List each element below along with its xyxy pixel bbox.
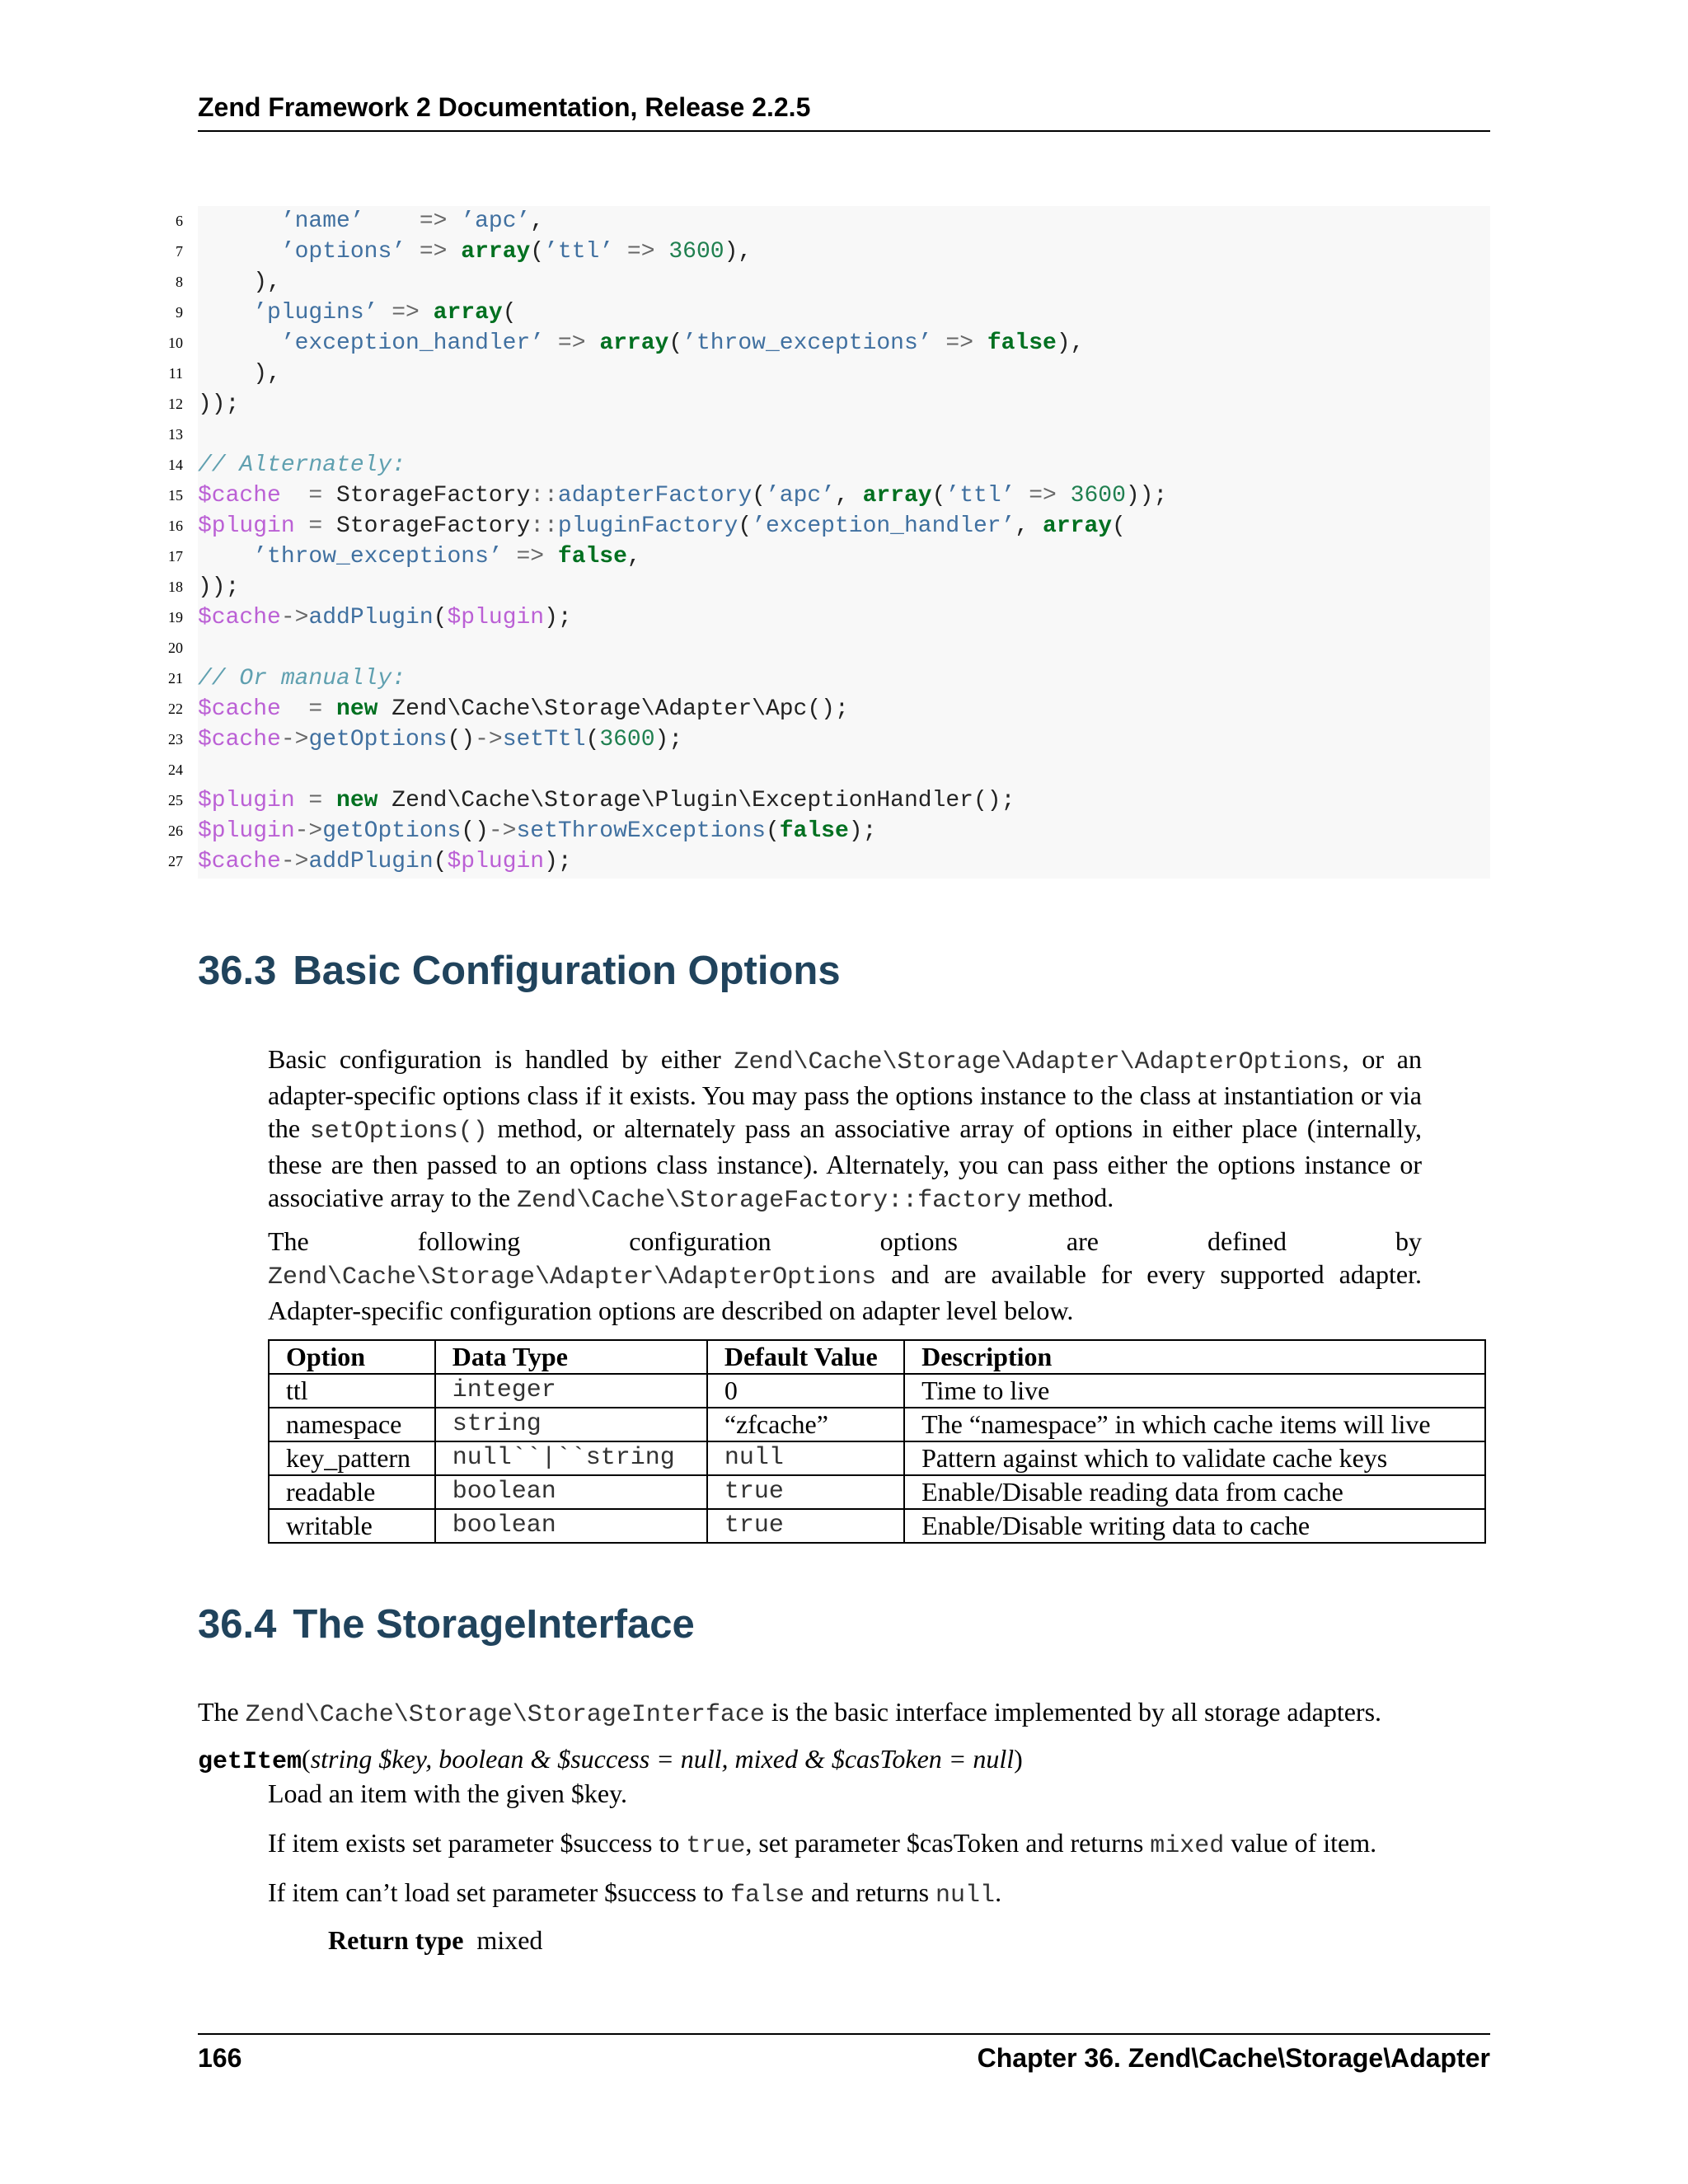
code-token: ’options’ [280, 239, 406, 265]
method-args: string $key, boolean & $success = null, mixed & $casToken = null [310, 1744, 1015, 1774]
code-line [176, 237, 753, 267]
code-token: ’name’ [280, 209, 364, 234]
line-number: 14 [168, 457, 183, 473]
code-token: Zend\Cache\Storage\Plugin\ExceptionHandler(); [377, 788, 1015, 813]
table-row [269, 1408, 1485, 1441]
table-row [269, 1374, 1485, 1408]
code-token: new [336, 788, 378, 813]
code-token: Zend\Cache\Storage\Adapter\Apc(); [377, 696, 849, 722]
text: method, or alternately pass an associative array of options in either place (internally, these are then passed to an options class instance). Alternately, you can pass either the options instance or associative array to the [268, 1113, 1423, 1212]
code-line [168, 389, 240, 419]
code-token: ( [1112, 513, 1126, 539]
code-token: array [433, 300, 503, 326]
code-token: ); [848, 818, 877, 844]
inline-code: setOptions() [309, 1118, 488, 1146]
inline-code: Zend\Cache\StorageFactory::factory [517, 1187, 1022, 1215]
text: If item can’t load set parameter $success to [268, 1877, 730, 1907]
code-line [168, 846, 572, 877]
code-token: $cache [198, 605, 281, 630]
code-token: -> [294, 818, 323, 844]
code-token: StorageFactory [336, 513, 531, 539]
code-token: new [336, 696, 378, 722]
code-token: ’throw_exceptions’ [682, 330, 932, 356]
table-header-row [269, 1340, 1485, 1374]
code-token: )); [1125, 483, 1168, 509]
code-token: array [862, 483, 932, 509]
code-line [176, 206, 545, 237]
line-number: 16 [168, 518, 183, 534]
code-line [168, 663, 406, 694]
code-token: ’exception_handler’ [752, 513, 1015, 539]
line-number: 10 [168, 335, 183, 351]
text: Basic configuration is handled by either [268, 1044, 734, 1074]
code-token: :: [530, 513, 558, 539]
code-token: $cache [198, 483, 281, 509]
line-number: 13 [168, 426, 183, 443]
code-token: getOptions [308, 727, 448, 752]
page-footer [198, 2033, 1490, 2084]
inline-code: Zend\Cache\Storage\Adapter\AdapterOptions [734, 1048, 1343, 1076]
table-cell: integer [435, 1374, 707, 1408]
code-token: ); [654, 727, 683, 752]
code-token: 3600 [1070, 483, 1126, 509]
text: , or an adapter-specific options class if it exists. You may pass the options instance to the class at instantiation or via the [268, 1044, 1423, 1143]
column-header: Description [904, 1340, 1485, 1374]
method-description: Load an item with the given $key. [268, 1779, 628, 1808]
return-type-value: mixed [476, 1925, 543, 1955]
return-type-label: Return type [328, 1925, 464, 1955]
code-token: ( [530, 239, 545, 265]
code-line [168, 724, 683, 755]
table-cell: Pattern against which to validate cache keys [904, 1441, 1485, 1475]
code-token: ’apc’ [461, 209, 531, 234]
table-cell: Enable/Disable reading data from cache [904, 1475, 1485, 1509]
table-cell: null``|``string [435, 1441, 707, 1475]
paragraph [268, 1225, 1422, 1327]
table-cell: true [707, 1475, 904, 1509]
code-token: $plugin [198, 513, 295, 539]
code-token: ), [1056, 330, 1085, 356]
table-cell: “zfcache” [707, 1408, 904, 1441]
code-line [168, 450, 406, 480]
code-token: ’throw_exceptions’ [253, 544, 503, 569]
code-token: getOptions [322, 818, 462, 844]
paragraph [268, 1043, 1422, 1217]
code-token: $plugin [198, 818, 295, 844]
section-title: The StorageInterface [293, 1602, 695, 1647]
paragraph [268, 1826, 1376, 1863]
code-comment: // Or manually: [198, 666, 406, 691]
code-token: ( [433, 605, 448, 630]
code-token: ), [253, 361, 281, 387]
code-token: ); [544, 605, 572, 630]
code-token: setThrowExceptions [516, 818, 766, 844]
code-token: = [294, 513, 337, 539]
text: . [995, 1877, 1002, 1907]
code-token: $cache [198, 727, 281, 752]
code-token: => [1015, 483, 1071, 509]
table-cell: writable [269, 1509, 435, 1543]
line-number: 18 [168, 579, 183, 595]
text: ) [1014, 1744, 1023, 1774]
table-cell: readable [269, 1475, 435, 1509]
table-cell: Enable/Disable writing data to cache [904, 1509, 1485, 1543]
options-table [268, 1339, 1486, 1544]
code-token: $plugin [198, 788, 295, 813]
text: The [198, 1697, 246, 1727]
line-number: 24 [168, 762, 183, 778]
code-token: => [377, 300, 434, 326]
code-block [168, 206, 1490, 879]
code-token: false [779, 818, 849, 844]
code-token: $cache [198, 849, 281, 874]
table-cell: boolean [435, 1509, 707, 1543]
code-token: pluginFactory [557, 513, 738, 539]
inline-code: true [686, 1832, 746, 1860]
method-name: getItem [198, 1748, 302, 1776]
column-header: Option [269, 1340, 435, 1374]
code-line [176, 298, 517, 328]
table-cell: namespace [269, 1408, 435, 1441]
text: ( [302, 1744, 311, 1774]
text: method. [1021, 1183, 1114, 1212]
code-token: , [626, 544, 641, 569]
document-title: Zend Framework 2 Documentation, Release 2.2.5 [198, 92, 811, 122]
code-token: -> [280, 605, 309, 630]
code-token: array [461, 239, 531, 265]
page-header [198, 89, 1490, 132]
code-token: ’exception_handler’ [280, 330, 545, 356]
chapter-title: Chapter 36. Zend\Cache\Storage\Adapter [977, 2043, 1490, 2073]
inline-code: mixed [1150, 1832, 1225, 1860]
line-number: 17 [168, 548, 183, 565]
code-token: ’ttl’ [945, 483, 1015, 509]
code-line [168, 359, 281, 389]
code-token: , [1015, 513, 1043, 539]
code-token: adapterFactory [557, 483, 753, 509]
code-line [168, 785, 1015, 816]
table-cell: string [435, 1408, 707, 1441]
code-line [176, 267, 281, 298]
code-token: => [406, 239, 462, 265]
code-line [168, 328, 1085, 359]
code-token: addPlugin [308, 605, 434, 630]
code-line [168, 511, 1126, 541]
code-token: array [1043, 513, 1113, 539]
code-token: ( [738, 513, 753, 539]
code-token: ( [668, 330, 683, 356]
code-token: 3600 [599, 727, 655, 752]
code-token: array [599, 330, 669, 356]
code-token: => [613, 239, 669, 265]
code-token: )); [198, 574, 240, 600]
column-header: Default Value [707, 1340, 904, 1374]
table-cell: The “namespace” in which cache items will live [904, 1408, 1485, 1441]
line-number: 8 [176, 274, 183, 290]
table-cell: boolean [435, 1475, 707, 1509]
text: and are available for every supported adapter. Adapter-specific configuration options are described on adapter level below. [268, 1259, 1422, 1325]
code-token: -> [280, 849, 309, 874]
code-token: () [461, 818, 489, 844]
code-token: :: [530, 483, 558, 509]
code-token: false [987, 330, 1057, 356]
code-token: ), [724, 239, 753, 265]
table-cell: Time to live [904, 1374, 1485, 1408]
code-token: -> [280, 727, 309, 752]
inline-code: Zend\Cache\Storage\Adapter\AdapterOptions [268, 1263, 877, 1291]
line-number: 9 [176, 304, 183, 321]
section-number: 36.3 [198, 949, 277, 993]
code-token: = [280, 696, 337, 722]
code-token: = [280, 483, 337, 509]
code-token: ), [253, 269, 281, 295]
code-token: ); [544, 849, 572, 874]
code-token: = [294, 788, 337, 813]
line-number: 11 [168, 365, 183, 382]
code-token: StorageFactory [336, 483, 531, 509]
table-cell: 0 [707, 1374, 904, 1408]
code-token: , [530, 209, 545, 234]
line-number: 26 [168, 823, 183, 839]
text: value of item. [1224, 1828, 1377, 1858]
code-line [168, 572, 240, 602]
table-cell: null [707, 1441, 904, 1475]
code-token: ( [585, 727, 600, 752]
section-title: Basic Configuration Options [293, 949, 841, 993]
section-heading [198, 1601, 695, 1647]
inline-code: Zend\Cache\Storage\StorageInterface [245, 1701, 765, 1729]
table-cell: key_pattern [269, 1441, 435, 1475]
code-line [168, 480, 1168, 511]
line-number: 6 [176, 213, 183, 229]
code-token: ( [433, 849, 448, 874]
code-token: false [557, 544, 627, 569]
code-token: ( [931, 483, 946, 509]
table-row [269, 1441, 1485, 1475]
code-token: setTtl [502, 727, 586, 752]
code-token: -> [488, 818, 517, 844]
text: The following configuration options are defined by [268, 1226, 1422, 1256]
table-row [269, 1509, 1485, 1543]
code-line [168, 816, 877, 846]
paragraph [198, 1695, 1490, 1732]
line-number: 21 [168, 670, 183, 687]
code-token: -> [475, 727, 503, 752]
inline-code: false [729, 1882, 804, 1910]
line-number: 23 [168, 731, 183, 748]
line-number: 15 [168, 487, 183, 504]
line-number: 7 [176, 243, 183, 260]
code-token: => [931, 330, 987, 356]
section-number: 36.4 [198, 1602, 277, 1647]
code-token: => [363, 209, 462, 234]
code-comment: // Alternately: [198, 452, 406, 478]
table-cell: ttl [269, 1374, 435, 1408]
line-number: 22 [168, 701, 183, 717]
code-token: ’apc’ [765, 483, 835, 509]
text: and returns [804, 1877, 936, 1907]
code-line [168, 541, 641, 572]
code-token: ’ttl’ [544, 239, 614, 265]
code-token: $plugin [447, 849, 545, 874]
table-row [269, 1475, 1485, 1509]
paragraph [268, 1876, 1001, 1912]
text: If item exists set parameter $success to [268, 1828, 687, 1858]
code-line [168, 602, 572, 633]
code-token: ( [765, 818, 780, 844]
line-number: 19 [168, 609, 183, 626]
code-token: ( [502, 300, 517, 326]
line-number: 20 [168, 640, 183, 656]
code-token: )); [198, 391, 240, 417]
code-token: => [502, 544, 558, 569]
section-heading [198, 948, 841, 994]
code-token: $cache [198, 696, 281, 722]
line-number: 27 [168, 853, 183, 869]
table-cell: true [707, 1509, 904, 1543]
inline-code: null [935, 1882, 996, 1910]
code-token: addPlugin [308, 849, 434, 874]
column-header: Data Type [435, 1340, 707, 1374]
line-number: 25 [168, 792, 183, 808]
code-token: , [834, 483, 863, 509]
text: , set parameter $casToken and returns [745, 1828, 1151, 1858]
code-token: ’plugins’ [253, 300, 378, 326]
code-token: ( [752, 483, 766, 509]
code-token: () [447, 727, 476, 752]
line-number: 12 [168, 396, 183, 412]
page-number: 166 [198, 2043, 242, 2073]
code-token: 3600 [668, 239, 724, 265]
method-signature [198, 1744, 1023, 1776]
code-line [168, 694, 849, 724]
return-type [328, 1925, 542, 1956]
code-token: $plugin [447, 605, 545, 630]
text: is the basic interface implemented by all storage adapters. [764, 1697, 1382, 1727]
code-token: => [544, 330, 600, 356]
